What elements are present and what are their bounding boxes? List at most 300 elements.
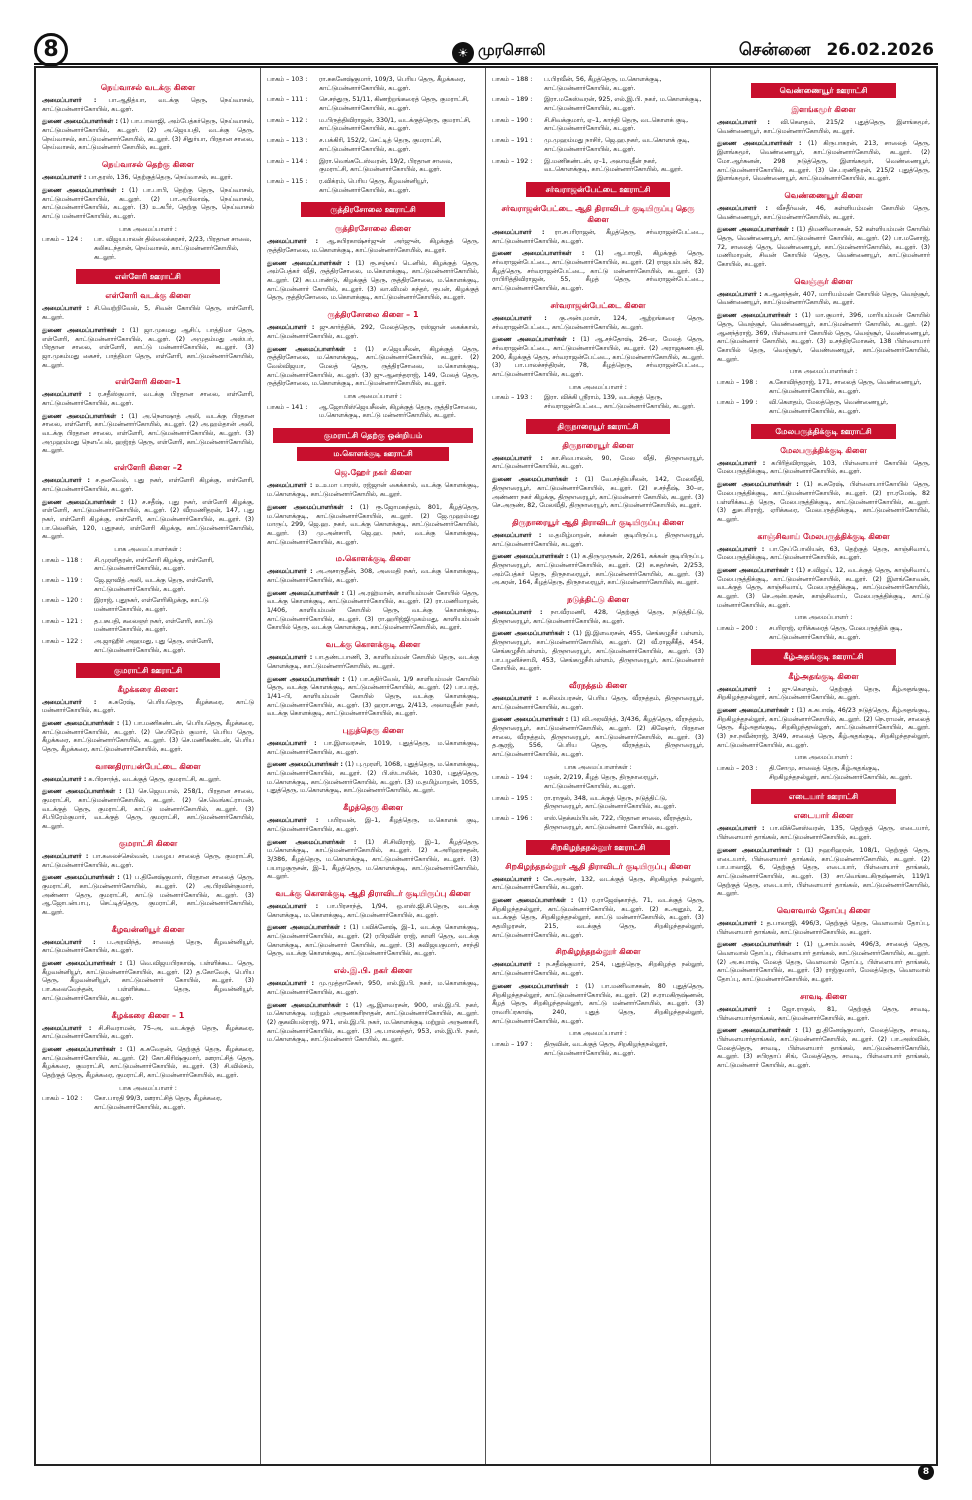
booth-number: பாகம் – 191 : <box>492 137 533 145</box>
branch-heading: சர்வராஜன்பேட்டை ஆதி திராவிடர் குடியிருப்பு தெரு கிளை <box>501 203 695 224</box>
branch-heading: ருத்திரசோலை கிளை <box>335 224 411 234</box>
organiser-entry <box>42 477 254 494</box>
role-label: துணை அமைப்பாளர்கள் : <box>492 716 569 724</box>
separator-colon: : <box>303 137 308 145</box>
role-label: அமைப்பாளர் : <box>267 739 317 747</box>
role-label: அமைப்பாளர் : <box>717 545 765 553</box>
booth-organiser-detail: ம.பிருத்திவிராஜன், 330/1, வடக்குத்தெரு, குமராட்சி, காட்டுமன்னார்கோயில், கடலூர். <box>319 116 471 133</box>
organiser-entry <box>42 788 254 831</box>
booth-number: பாகம் – 189 : <box>492 96 533 104</box>
separator-colon: : <box>78 1095 83 1103</box>
role-label: அமைப்பாளர் : <box>717 204 768 212</box>
role-label: அமைப்பாளர் : <box>267 238 318 246</box>
booth-number: பாகம் – 141 : <box>267 403 308 411</box>
branch-heading: வடக்கு கொளக்குடி கிளை <box>325 640 421 650</box>
panchayat-banner: மேலபருத்திக்குடி ஊராட்சி <box>751 424 896 439</box>
content-frame <box>34 66 938 1466</box>
organiser-detail: உ.உமா பாரஸ், ரஜ்ஜான் கைக்கால், வடக்கு கொளக்குடி, ம.கொளக்குடி, காட்டுமன்னார்கோயில், கடலூர். <box>267 482 479 499</box>
organiser-entry <box>492 455 704 472</box>
role-label: அமைப்பாளர் : <box>492 694 539 702</box>
organiser-detail: வீசதீர்வன், 46, கள்ளியம்மன் கோயில் தெரு, வெண்ணையூர், காட்டுமன்னார்கோயில், கடலூர். <box>717 204 930 221</box>
branch-heading: வானதிராயன்பேட்டை கிளை <box>95 761 201 771</box>
organiser-detail: பா.ஆதித்யா, வடக்கு தெரு, நெய்வாசல், காட்டுமன்னார்கோயில், கடலூர். <box>42 97 254 113</box>
role-label: துணை அமைப்பாளர்கள் : <box>42 326 125 334</box>
organiser-detail: (1) ஆ.இளவரசன், 900, எல்.இ.பி. நகர், ம.கொளக்குடி மற்றும் அருணகரிநாதன், காட்டுமன்னார்கோயில், கடலூர். (2) குகவியல்ராஜ், 971, எல்.இ.பி. நகர், ம.கொளக்குடி மற்றும் அருணகரி, காட்டுமன்னார்கோயில், கடலூர். (3) அ.பாலசுந்தர், 953, எல்.இ.பி. நகர், ம.கொளக்குடி, காட்டுமன்னார் கோயில், கடலூர். <box>267 1001 479 1044</box>
branch-heading: குமராட்சி கிளை <box>118 838 178 848</box>
role-label: துணை அமைப்பாளர்கள் : <box>492 553 569 561</box>
separator-colon: : <box>303 177 308 185</box>
organiser-detail: பயிரவன், இ–1, கீழத்தெரு, ம.கொளக் குடி, காட்டுமன்னார்கோயில், கடலூர். <box>267 817 479 833</box>
booth-number: பாகம் – 198 : <box>717 378 758 386</box>
branch-heading: எள்ளேரி கிளை–1 <box>115 377 181 387</box>
organiser-entry <box>42 499 254 542</box>
panchayat-banner: சர்வராஜன்பேட்டை ஊராட்சி <box>526 182 670 197</box>
organiser-detail: க.ஆனந்தன், 407, மாரியம்மன் கோயில் தெரு, வெஞ்சூர், வெண்ணையூர், காட்டுமன்னார்கோயில், கடலூர். <box>717 290 930 307</box>
organiser-detail: (1) வே.சந்தியசீலன், 142, மேலவீதி, திருநாரையூர், காட்டுமன்னார்கோயில், கடலூர். (2) ச.சந்தீஷ், 30–எ, அண்ணா நகர் கிழக்கு, திருநாரையூர், காட்டுமன்னார் கோயில், கடலூர். (3) செ.அருண், 82, மேலவீதி, திருநாரையூர், காட்டுமன்னார்கோயில், கடலூர். <box>492 476 704 510</box>
organiser-entry <box>492 897 704 940</box>
branch-heading: திருநாரையூர் ஆதி திராவிடர் குடியிருப்பு கிளை <box>512 517 684 527</box>
role-label: துணை அமைப்பாளர்கள் : <box>717 226 794 234</box>
role-label: அமைப்பாளர் : <box>42 174 87 182</box>
organiser-detail: ஆ.சுபிரகாஷ்சர்ஜுன் அர்ஜுன், கிழக்குத் தெரு, ருத்திரசோலை, ம.கொளக்குடி, காட்டுமன்னார்கோயில், கடலூர். <box>267 238 479 254</box>
role-label: துணை அமைப்பாளர்கள் : <box>267 924 346 932</box>
booth-number: பாகம் – 102 : <box>42 1095 83 1103</box>
role-label: அமைப்பாளர் : <box>42 391 92 399</box>
organiser-entry <box>717 686 930 703</box>
organiser-entry <box>267 568 479 585</box>
role-label: துணை அமைப்பாளர்கள் : <box>267 1001 349 1009</box>
column-3 <box>486 68 711 1464</box>
organiser-detail: கே.அருண், 132, வடக்குத் தெரு, சிறகிழந்த நல்லூர், காட்டுமன்னார்கோயில், கடலூர். <box>492 875 704 892</box>
separator-colon: : <box>78 236 83 244</box>
role-label: அமைப்பாளர் : <box>267 324 315 332</box>
role-label: துணை அமைப்பாளர்கள் : <box>717 846 800 854</box>
role-label: துணை அமைப்பாளர்கள் : <box>492 630 570 638</box>
booth-organiser-label: பாக அமைப்பாளர் : <box>794 614 853 622</box>
organiser-entry <box>717 847 930 899</box>
role-label: துணை அமைப்பாளர்கள் : <box>492 476 578 484</box>
booth-number: பாகம் – 193 : <box>492 394 533 402</box>
role-label: துணை அமைப்பாளர்கள் : <box>42 1045 123 1053</box>
booth-row <box>717 379 930 396</box>
organiser-entry <box>717 312 930 364</box>
booth-row <box>492 795 704 812</box>
role-label: துணை அமைப்பாளர்கள் : <box>717 1027 798 1035</box>
role-label: துணை அமைப்பாளர்கள் : <box>492 336 575 344</box>
role-label: அமைப்பாளர் : <box>42 97 97 105</box>
organiser-detail: கா.சிவபாலன், 90, மேல வீதி, திருநாரையூர், காட்டுமன்னார்கோயில், கடலூர். <box>492 454 704 471</box>
organiser-entry <box>492 315 704 332</box>
header-rule <box>34 63 938 65</box>
organiser-entry <box>267 980 479 997</box>
role-label: துணை அமைப்பாளர்கள் : <box>42 498 124 506</box>
organiser-detail: கு.அன்புமாள், 124, ஆற்றங்கரை தெரு, சர்வராஜன்பேட்டை, காட்டுமன்னார்கோயில், கடலூர். <box>492 314 704 331</box>
booth-number: பாகம் – 115 : <box>267 177 308 185</box>
role-label: அமைப்பாளர் : <box>717 825 765 833</box>
separator-colon: : <box>753 378 758 386</box>
organiser-detail: (1) ஆ.பாரதி, கிழக்குத் தெரு, சர்வராஜன்பேட்டை, காட்டுமன்னார்கோயில், கடலூர். (2) ராஜயம்பன், 82, கீழத்தெரு, சர்வராஜன்பேட்டை, காட்டு மன்னார்கோயில், கடலூர். (3) ராபிரித்திவிராஜன், 55, கீழத் தெரு, சர்வராஜன்பேட்டை, காட்டுமன்னார்கோயில், கடலூர். <box>492 250 704 293</box>
role-label: துணை அமைப்பாளர்கள் : <box>42 118 118 126</box>
role-label: அமைப்பாளர் : <box>717 119 770 127</box>
organiser-detail: ம.தமிழ்மாறன், கக்கன் குடியிருப்பு, திருநாரையூர், காட்டுமன்னார்கோயில், கடலூர். <box>492 531 704 548</box>
organiser-entry <box>267 482 479 499</box>
organiser-detail: ச.தனவேல், புது நகர், எள்ளேரி கிழக்கு, எள்ளேரி, காட்டுமன்னார்கோயில், கடலூர். <box>42 477 254 493</box>
branch-heading: எடையார் கிளை <box>793 811 854 821</box>
booth-row <box>492 117 704 134</box>
separator-colon: : <box>78 638 83 646</box>
panchayat-banner: திருநாரையூர் ஊராட்சி <box>526 419 670 434</box>
booth-organiser-detail: க.கோவிந்தராஜ், 171, சாலைத் தெரு, வெண்ணையூர், காட்டுமன்னார்கோயில், கடலூர். <box>769 378 922 395</box>
separator-colon: : <box>528 76 533 83</box>
organiser-entry <box>42 118 254 153</box>
booth-organiser-label: பாக அமைப்பாளர் : <box>569 383 627 391</box>
branch-heading: கீழக்கரை கிளை: <box>117 684 179 694</box>
organiser-detail: (1) ர.ராஜேஷ்காந்த், 71, வடக்குத் தெரு, சிறகிழந்தநல்லூர், காட்டுமன்னார்கோயில், கடலூர். (2) க.அனும், 2, வடக்குத் தெரு, சிறகிழந்தநல்லூர், காட்டு மன்னார்கோயில், கடலூர். (3) சுதமிழரசன், 215, வடக்குத் தெரு, சிறகிழந்தநல்லூர், காட்டுமன்னார்கோயில், கடலூர். <box>492 896 704 939</box>
booth-organiser-detail: எஸ்.தெக்கம்பியன், 722, பிரதான சாலை, வீரநத்தம், திருநாரையூர், காட்டுமன்னார் கோயில், கடலூர். <box>544 815 693 831</box>
organiser-detail: ப.அரவிந்த், சாலைத் தெரு, கீழவன்னியூர், காட்டுமன்னார்கோயில், கடலூர். <box>42 938 254 955</box>
organiser-detail: அ.அசாருதீன், 308, அமைதி நகர், வடக்கு கொளக்குடி, காட்டுமன்னார்கோயில், கடலூர். <box>267 568 479 584</box>
booth-row <box>42 236 254 262</box>
booth-row <box>492 96 704 113</box>
organiser-entry <box>717 920 930 937</box>
branch-heading: இளங்கமூர் கிளை <box>791 105 856 115</box>
booth-organiser-label: பாக அமைப்பாளர்கள் : <box>114 545 182 553</box>
booth-row <box>717 765 930 782</box>
role-label: துணை அமைப்பாளர்கள் : <box>267 503 353 511</box>
organiser-entry <box>267 504 479 547</box>
footer-page-number: 8 <box>918 1464 934 1480</box>
role-label: துணை அமைப்பாளர்கள் : <box>267 259 350 267</box>
separator-colon: : <box>303 76 308 83</box>
separator-colon: : <box>528 96 533 104</box>
booth-number: பாகம் – 199 : <box>717 399 758 407</box>
separator-colon: : <box>78 617 83 625</box>
branch-heading: எள்ளேரி கிளை –2 <box>113 463 183 473</box>
organiser-detail: (1) சி.சிவிராஜ், இ–1, கீழத்தெரு, ம.கொளக்குடி, காட்டுமன்னார்கோயில், கடலூர். (2) க.அரிஹரசுதன், 3/386, கீழத்தெரு, ம.கொளக்குடி, காட்டுமன்னார்கோயில், கடலூர். (3) பயாழகுருசன், இ–1, கீழத்தெரு, ம.கொளக்குடி, காட்டுமன்னார்கோயில், கடலூர். <box>267 838 479 881</box>
role-label: அமைப்பாளர் : <box>717 920 763 927</box>
booth-organiser-detail: செ.சந்துரு, 51/11, கிணற்றங்கரைத் தெரு, குமராட்சி, காட்டுமன்னார்கோயில், கடலூர். <box>319 96 469 113</box>
organiser-entry <box>267 654 479 671</box>
booth-organiser-detail: சி.முரளிதரன், எள்ளேரி கிழக்கு, எள்ளேரி, காட்டுமன்னார்கோயில், கடலூர். <box>94 556 214 573</box>
branch-heading: எள்ளேரி வடக்கு கிளை <box>105 291 191 301</box>
organiser-entry <box>492 716 704 759</box>
booth-organiser-detail: மதன், 2/219, கீழத் தெரு, திருநாரையூர், காட்டுமன்னார்கோயில், கடலூர். <box>544 774 659 791</box>
booth-number: பாகம் – 118 : <box>42 556 83 564</box>
branch-heading: சிறகிழந்தநல்லூர் ஆதி திராவிடர் குடியிருப்பு கிளை <box>505 861 691 871</box>
booth-number: பாகம் – 195 : <box>492 794 533 802</box>
separator-colon: : <box>528 815 533 823</box>
panchayat-banner: குமராட்சி ஊராட்சி <box>76 663 220 678</box>
booth-organiser-label: பாக அமைப்பாளர்கள் : <box>564 763 632 771</box>
organiser-entry <box>267 324 479 341</box>
branch-heading: மேலபருத்திக்குடி கிளை <box>780 445 867 455</box>
organiser-detail: (1) பா.பாபி, தெற்கு தெரு, நெய்வாசல், காட்டுமன்னார்கோயில், கடலூர். (2) பா.அபிலாஷ், நெய்வாசல், காட்டுமன்னார்கோயில், கடலூர். (3) உ.கபீர், தெற்கு தெரு, நெய்வாசல் காட்டு மன்னார்கோயில், கடலூர். <box>42 186 254 220</box>
organiser-entry <box>267 839 479 882</box>
organiser-detail: (1) திமணிவாசகன், 52 கள்ளியம்மன் கோயில் தெரு, வெண்ணையூர், காட்டுமன்னார் கோயில், கடலூர். (2) பா.மனோஜ், 72, சாலைத் தெரு, வெண்ணையூர், காட்டுமன்னார்கோயில், கடலூர். (3) மணிமாறன், சிவன் கோயில் தெரு, வெண்ணையூர், காட்டுமன்னார் கோயில், கடலூர். <box>717 226 930 269</box>
organiser-entry <box>717 1027 930 1070</box>
organiser-detail: பா.தரஸ், 136, தெற்குத்தெரு, நெய்வாசல், கடலூர். <box>88 174 233 182</box>
organiser-detail: க.சிலம்பரசன், பெரிய தெரு, வீரநத்தம், திருநாரையூர், காட்டுமன்னார்கோயில், கடலூர். <box>492 694 704 711</box>
booth-number: பாகம் – 190 : <box>492 116 533 124</box>
organiser-entry <box>492 336 704 379</box>
booth-organiser-detail: ர.விக்ரம், பெரிய தெரு, கீழவன்னியூர், காட்டுமன்னார்கோயில், கடலூர். <box>319 177 429 194</box>
role-label: துணை அமைப்பாளர்கள் : <box>717 312 798 320</box>
branch-heading: வடக்கு கொளக்குடி ஆதி திராவிடர் குடியிருப்பு கிளை <box>275 888 471 898</box>
branch-heading: புதுத்தெரு கிளை <box>342 725 404 735</box>
organiser-entry <box>267 817 479 834</box>
organiser-entry <box>717 567 930 610</box>
booth-organiser-detail: ஜே.ஜாவித் அலி, வடக்கு தெரு, எள்ளேரி, காட்டுமன்னார்கோயில், கடலூர். <box>94 577 214 593</box>
booth-organiser-detail: திருவின், வடக்குத் தெரு, சிறகிழந்தநல்லூர், காட்டுமன்னார்கோயில், கடலூர். <box>544 1040 668 1057</box>
organiser-entry <box>42 776 254 785</box>
booth-row <box>492 774 704 791</box>
organiser-entry <box>267 238 479 255</box>
organiser-entry <box>492 532 704 549</box>
role-label: துணை அமைப்பாளர்கள் : <box>42 960 123 968</box>
organiser-entry <box>267 903 479 920</box>
branch-heading: வெளவால் தோப்பு கிளை <box>776 905 871 915</box>
organiser-entry <box>42 960 254 1003</box>
organiser-detail: (1) நஹரிஹரன், 108/1, தெற்குத் தெரு, எடையார், பிள்ளையார் தாங்கல், காட்டுமன்னார்கோயில், கடலூர். (2) பா.பாலாஜி, 6, தெற்குத் தெரு, எடையார், பிள்ளையார் தாங்கல், காட்டுமன்னார்கோயில், கடலூர். (3) சா.வெங்கடகிருஷ்ணன், 119/1 தெற்குத் தெரு, எடையார், பிள்ளையார் தாங்கல், காட்டுமன்னார்கோயில், கடலூர். <box>717 846 930 898</box>
booth-row <box>492 158 704 175</box>
organiser-detail: (1) வி.அரவிந்த், 3/436, கீழத்தெரு, வீரநத்தம், திருநாரையூர், காட்டுமன்னார்கோயில், கடலூர். (2) கிஷோர், பிரதான சாலை, வீரநத்தம், திருநாரையூர், காட்டுமன்னார்கோயில், கடலூர். (3) த.சூரஜ், 556, பெரிய தெரு, வீரநத்தம், திருநாரையூர், காட்டுமன்னார்கோயில், கடலூர். <box>492 716 704 759</box>
booth-row <box>717 625 930 642</box>
booth-organiser-detail: ரா.சுகனேஷ்குமார், 109/3, பெரிய தெரு, கீழக்கரை, காட்டுமன்னார்கோயில், கடலூர். <box>319 76 466 92</box>
booth-number: பாகம் – 111 : <box>267 96 308 104</box>
organiser-detail: (1) க.சுவேதன், தெற்குத் தெரு, கீழக்கரை, காட்டுமன்னார்கோயில், கடலூர். (2) கோ.கிரிஷ்குமார், ஊராட்சித் தெரு, கீழக்கரை, குமராட்சி, காட்டுமன்னார்கோயில், கடலூர். (3) சி.வில்சம், தெற்குத் தெரு, கீழக்கரை, குமராட்சி, காட்டுமன்னார்கோயில், கடலூர். <box>42 1045 254 1079</box>
organiser-detail: வி.கௌதம், 215/2 புதுத்தெரு, இளங்கமூர், வெண்ணையூர், காட்டுமன்னார்கோயில், கடலூர். <box>717 119 930 135</box>
organiser-entry <box>492 476 704 511</box>
branch-heading: கீழத்தெரு கிளை <box>343 803 403 813</box>
booth-organiser-label: பாக அமைப்பாளர் : <box>794 754 853 762</box>
role-label: அமைப்பாளர் : <box>267 980 315 988</box>
role-label: துணை அமைப்பாளர்கள் : <box>492 250 585 258</box>
separator-colon: : <box>528 394 533 402</box>
organiser-entry <box>492 229 704 246</box>
organiser-entry <box>492 250 704 293</box>
organiser-detail: (1) பா.மணிகண்டன், பெரியதெரு, கீழக்கரை, காட்டுமன்னார்கோயில், கடலூர். (2) செ.பிரேம் குமார், பெரிய தெரு, கீழக்கரை, காட்டுமன்னார்கோயில், கடலூர். (3) செ.மணிகண்டன், பெரிய தெரு, கீழக்கரை, காட்டுமன்னார்கோயில், கடலூர். <box>42 719 254 753</box>
organiser-entry <box>42 939 254 956</box>
booth-organiser-label: பாக அமைப்பாளர் : <box>344 392 402 400</box>
booth-number: பாகம் – 112 : <box>267 116 308 124</box>
union-banner: குமராட்சி தெற்கு ஒன்றியம் <box>273 428 473 443</box>
publication-name: முரசொலி <box>478 41 546 59</box>
organiser-detail: நா.வீரமணி, 428, தெற்குத் தெரு, நடுத்திட்டு, திருநாரையூர், காட்டுமன்னார்கோயில், கடலூர். <box>492 609 704 625</box>
role-label: அமைப்பாளர் : <box>267 482 313 490</box>
organiser-entry <box>717 707 930 750</box>
booth-organiser-detail: அ.ஜாஹிர் அஹமது, புது தெரு, எள்ளேரி, காட்டுமன்னார்கோயில், கடலூர். <box>94 638 214 654</box>
role-label: அமைப்பாளர் : <box>42 938 96 946</box>
booth-number: பாகம் – 194 : <box>492 774 533 782</box>
branch-heading: காஞ்சிவாய் மேலபருத்திக்குடி கிளை <box>757 531 890 541</box>
role-label: துணை அமைப்பாளர்கள் : <box>717 941 799 949</box>
booth-organiser-label: பாக அமைப்பாளர் : <box>119 1084 177 1092</box>
role-label: அமைப்பாளர் : <box>717 459 766 467</box>
separator-colon: : <box>753 399 758 407</box>
booth-number: பாகம் – 113 : <box>267 137 308 145</box>
organiser-entry <box>492 553 704 588</box>
panchayat-banner: கீழ்அதங்குடி ஊராட்சி <box>751 649 896 664</box>
column-4 <box>711 68 936 1464</box>
role-label: துணை அமைப்பாளர்கள் : <box>717 481 799 489</box>
separator-colon: : <box>78 556 83 564</box>
role-label: அமைப்பாளர் : <box>492 609 543 617</box>
booth-row <box>492 1041 704 1058</box>
booth-number: பாகம் – 120 : <box>42 597 83 605</box>
organiser-entry <box>267 924 479 959</box>
column-1 <box>36 68 261 1464</box>
organiser-entry <box>42 187 254 222</box>
branch-heading: கீழக்கரை கிளை – 1 <box>111 1010 185 1020</box>
booth-number: பாகம் – 188 : <box>492 76 533 83</box>
organiser-detail: சி.சிவராமன், 75–அ, வடக்குத் தெரு, கீழக்கரை, காட்டுமன்னார்கோயில், கடலூர். <box>42 1024 254 1041</box>
role-label: அமைப்பாளர் : <box>42 477 90 485</box>
organiser-entry <box>717 140 930 183</box>
organiser-detail: (1) ச.விஜய், 12, வடக்குத் தெரு, காஞ்சிவாய், மேலபருத்திக்குடி, காட்டுமன்னார்கோயில், கடலூர். (2) இளங்கோவன், வடக்குத் தெரு, காஞ்சிவாய், மேலபருத்திக்குடி, காட்டுமன்னார்கோயில், கடலூர். (3) செ.அன்பரசன், காஞ்சிவாய், மேலபருத்திக்குடி, காட்டு மன்னார்கோயில், கடலூர். <box>717 566 930 609</box>
booth-row <box>267 178 479 195</box>
role-label: துணை அமைப்பாளர்கள் : <box>42 788 122 796</box>
role-label: அமைப்பாளர் : <box>717 290 762 298</box>
separator-colon: : <box>303 96 308 104</box>
organiser-entry <box>42 305 254 322</box>
organiser-detail: (1) க.சுபாஷ், 46/23 நடுத்தெரு, கீழ்அதங்குடி, சிறகிழந்தநல்லூர், காட்டுமன்னார்கோயில், கடலூர். (2) நெ.ராமன், சாலைத் தெரு, கீழ்அதங்குடி, சிறகிழந்தநல்லூர், காட்டுமன்னார்கோயில், கடலூர். (3) நா.நவீன்ராஜ், 3/49, சாலைத் தெரு, கீழ்அதங்குடி, சிறகிழந்தநல்லூர், காட்டுமன்னார்கோயில், கடலூர். <box>717 706 930 749</box>
organiser-entry <box>267 346 479 389</box>
organiser-entry <box>492 695 704 712</box>
branch-heading: எல்.இ.பி. நகர் கிளை <box>333 966 413 976</box>
organiser-detail: பா.தண்டபாணி, 3, காளியம்மன் கோயில் தெரு, வடக்கு கொளக்குடி, காட்டுமன்னார்கோயில், கடலூர். <box>267 654 479 670</box>
role-label: துணை அமைப்பாளர்கள் : <box>267 761 343 769</box>
page-number-badge: 8 <box>34 33 68 67</box>
organiser-detail: பா.விக்னேஸ்வரன், 135, தெற்குத் தெரு, எடையார், பிள்ளையார் தாங்கல், காட்டுமன்னார்கோயில், கடலூர். <box>717 825 930 842</box>
organiser-detail: (1) கிருபாகரன், 213, சாலைத் தெரு, இளங்கமூர், வெண்ணையூர், காட்டுமன்னார்கோயில், கடலூர். (2) மோ.ஆர்சுனன், 298 நடுத்தெரு, இளங்கமூர், வெண்ணையூர், காட்டுமன்னார்கோயில், கடலூர். (3) செ.பரணிதரன், 215/2 புதுத்தெரு, இளங்கமூர், வெண்ணையூர், காட்டுமன்னார்கோயில், கடலூர். <box>717 140 930 183</box>
role-label: துணை அமைப்பாளர்கள் : <box>267 838 357 846</box>
booth-number: பாகம் – 124 : <box>42 236 83 244</box>
organiser-detail: (1) மா.குமார், 396, மாரியம்மன் கோயில் தெரு, வெஞ்சூர், வெண்ணையூர், காட்டுமன்னார் கோயில், கடலூர். (2) ஆனந்த்ராஜ், 369, பிள்ளையார் கோயில் தெரு, வெஞ்சூர், வெண்ணையூர், காட்டுமன்னார் கோயில், கடலூர். (3) உசந்திரமோகன், 138 பிள்ளையார் கோயில் தெரு, வெஞ்சூர், வெண்ணையூர், காட்டுமன்னார்கோயில், கடலூர். <box>717 312 930 363</box>
role-label: அமைப்பாளர் : <box>492 531 542 539</box>
panchayat-banner: வெண்ணையூர் ஊராட்சி <box>751 83 896 98</box>
booth-row <box>42 1095 254 1112</box>
organiser-detail: (1) அ.நௌஷாத் அலி, வடக்கு பிரதான சாலை, எள்ளேரி, காட்டுமன்னார்கோயில், கடலூர். (2) அ.ஹம்தான் அலி, வடக்கு பிரதான சாலை, எள்ளேரி, காட்டுமன்னார்கோயில், கடலூர். (3) அமுஹம்மது நௌஃபல், ஹஜ்ரத் தெரு, எள்ளேரி, காட்டுமன்னார்கோயில், கடலூர். <box>42 412 254 455</box>
organiser-detail: (1) பா.கதிர்வேல், 1/9 காளியம்மன் கோயில் தெரு, வடக்கு கொளக்குடி, காட்டுமன்னார்கோயில், கடலூர். (2) பா.பரத், 1/41–பி, காளியம்மன் கோயில் தெரு, வடக்கு கொளக்குடி, காட்டுமன்னார்கோயில், கடலூர். (3) ஹரா.சாது, 2/413, அலாவுதீன் நகர், வடக்கு கொளக்குடி, காட்டுமன்னார்கோயில், கடலூர். <box>267 675 479 718</box>
separator-colon: : <box>78 597 83 605</box>
organiser-detail: (1) ரூ.ஜோமகந்தம், 801, கீழத்தெரு, ம.கொளக்குடி, காட்டுமன்னார்கோயில், கடலூர். (2) ஜே.முஹம்மது மாருப், 299, ஜெ.ஹ. நகர், வடக்கு கொளக்குடி, காட்டுமன்னார்கோயில், கடலூர். (3) மு.அன்சாரி, ஜெ.ஹ. நகர், வடக்கு கொளக்குடி, காட்டுமன்னார்கோயில், கடலூர். <box>267 503 479 546</box>
booth-row <box>492 137 704 154</box>
organiser-entry <box>267 761 479 796</box>
organiser-detail: க.சுரேஷ், பெரியதெரு, கீழக்கரை, காட்டு மன்னார்கோயில், கடலூர். <box>42 698 254 715</box>
role-label: அமைப்பாளர் : <box>42 775 87 783</box>
organiser-entry <box>717 1006 930 1023</box>
organiser-entry <box>492 961 704 978</box>
role-label: அமைப்பாளர் : <box>492 314 547 322</box>
role-label: அமைப்பாளர் : <box>42 305 90 313</box>
booth-row <box>42 557 254 574</box>
branch-heading: ருத்திரசோலை கிளை – 1 <box>327 310 419 320</box>
organiser-entry <box>42 327 254 370</box>
branch-heading: நெய்வாசல் தெற்கு கிளை <box>102 160 194 170</box>
organiser-entry <box>42 174 254 183</box>
booth-organiser-detail: ச.பக்கிரி, 152/2, செட்டித் தெரு, குமராட்சி, காட்டுமன்னார்கோயில், கடலூர். <box>319 137 442 153</box>
separator-colon: : <box>528 157 533 165</box>
organiser-entry <box>267 676 479 719</box>
booth-organiser-label: பாக அமைப்பாளர் : <box>119 225 177 233</box>
organiser-entry <box>42 720 254 755</box>
role-label: துணை அமைப்பாளர்கள் : <box>267 675 345 683</box>
booth-row <box>492 394 704 411</box>
organiser-detail: (1) பூ.சாம்பவன், 496/3, சாலைத் தெரு, வெளவால் தோப்பு, பிள்ளையார் தாங்கல், காட்டுமன்னார்கோயில், கடலூர். (2) அ.சுபாஷ், மேலத் தெரு, வெளவால் தோப்பு, பிள்ளையார் தாங்கல், காட்டுமன்னார்கோயில், கடலூர். (3) ராஜ்குமார், மேலத்தெரு, வெளவால் தோப்பு, காட்டுமன்னார்கோயில், கடலூர். <box>717 941 930 984</box>
role-label: அமைப்பாளர் : <box>492 875 539 883</box>
organiser-detail: (1) பவிக்னேஷ், இ–1, வடக்கு கொளக்குடி, காட்டுமன்னார்கோயில், கடலூர். (2) ரபிரவின் ராஜ், காளி தெரு, வடக்கு கொளக்குடி, காட்டுமன்னார் கோயில், கடலூர். (3) கவிஜயகுமார், சாந்தி தெரு, வடக்கு கொளக்குடி, காட்டுமன்னார்கோயில், கடலூர். <box>267 924 479 958</box>
organiser-entry <box>267 260 479 303</box>
booth-number: பாகம் – 114 : <box>267 157 308 165</box>
role-label: துணை அமைப்பாளர்கள் : <box>717 566 794 574</box>
organiser-entry <box>492 609 704 626</box>
organiser-entry <box>42 853 254 870</box>
organiser-entry <box>717 546 930 563</box>
booth-organiser-detail: இராஜ், புதுநகர், எள்ளேரிகிழக்கு, காட்டு மன்னார்கோயில், கடலூர். <box>94 597 209 614</box>
booth-organiser-label: பாக அமைப்பாளர்கள் : <box>789 368 858 376</box>
organiser-entry <box>717 291 930 308</box>
panchayat-banner: ருத்திரசோலை ஊராட்சி <box>301 202 445 217</box>
branch-heading: ம.கொளக்குடி கிளை <box>335 554 411 564</box>
booth-organiser-detail: கோ.பாரதி 99/3, ஊராட்சித் தெரு, கீழக்கரை, காட்டுமன்னார்கோயில், கடலூர். <box>94 1095 223 1112</box>
separator-colon: : <box>528 137 533 145</box>
role-label: அமைப்பாளர் : <box>42 698 97 706</box>
booth-row <box>42 638 254 655</box>
booth-number: பாகம் – 122 : <box>42 638 83 646</box>
booth-organiser-detail: இரா. விக்கி ஸ்ரீராம், 139, வடக்குத் தெரு, சர்வராஜன்பேட்டை, காட்டுமன்னார்கோயில், கடலூர். <box>544 394 696 410</box>
organiser-entry <box>42 1046 254 1081</box>
booth-number: பாகம் – 197 : <box>492 1040 533 1048</box>
booth-organiser-detail: சபரிராஜ், ஏரிக்கரைத் தெரு, மேலபருத்திக் குடி, காட்டுமன்னார்கோயில், கடலூர். <box>769 625 903 641</box>
edition-date: 26.02.2026 <box>826 40 934 60</box>
booth-row <box>267 158 479 175</box>
organiser-entry <box>267 1002 479 1045</box>
role-label: அமைப்பாளர் : <box>492 961 541 969</box>
organiser-entry <box>42 413 254 456</box>
organiser-detail: (1) அ.ரஹ்மான், காளியம்மன் கோயில் தெரு, வடக்கு கொளக்குடி, காட்டுமன்னார்கோயில், கடலூர். (2) ரா.மணிமாறன், 1/406, காளியம்மன் கோயில் தெரு, வடக்கு கொளக்குடி, காட்டுமன்னார்கோயில், கடலூர். (3) ரா.ஹரிஜ்ஜிமுகம்மது, காளியம்மன் கோயில் தெரு, வடக்கு கொளக்குடி, காட்டுமன்னார்கோயில், கடலூர். <box>267 589 479 632</box>
organiser-detail: (1) ச.சதீஷ், புது நகர், எள்ளேரி கிழக்கு, எள்ளேரி, காட்டுமன்னார்கோயில், கடலூர். (2) வீரமணிதரன், 147, புது நகர், எள்ளேரி கிழக்கு, எள்ளேரி, காட்டுமன்னார்கோயில், கடலூர். (3) பா.லெனின், 120, புதுநகர், எள்ளேரி கிழக்கு, காட்டுமன்னார்கோயில், கடலூர். <box>42 498 254 541</box>
organiser-detail: (1) ச.ஜெயசீலன், கிழக்குத் தெரு, ருத்திரசோலை, ம.கொளக்குடி, காட்டுமன்னார்கோயில், கடலூர். (2) வேல்விஜயா, மேலத் தெரு, ருத்திரசோலை, ம.கொளக்குடி, காட்டுமன்னார்கோயில், கடலூர். (3) ஜு.ஆனந்தராஜ், 149, மேலத் தெரு, ருத்திரசோலை, ம.கொளக்குடி, காட்டுமன்னார்கோயில், கடலூர். <box>267 345 479 388</box>
organiser-detail: பா.பிரசாந்த், 1/94, ஒ.எஸ்.ஜி.சி.தெரு, வடக்கு கொளக்குடி, ம.கொளக்குடி, காட்டுமன்னார்கோயில், கடலூர். <box>267 902 479 919</box>
organiser-detail: (1) வெ.விஜயபிரகாஷ், பள்ளிக்கூட தெரு, கீழவன்னியூர், காட்டுமன்னார்கோயில், கடலூர். (2) த.கோவேந், பெரிய தெரு, கீழவன்னியூர், காட்டுமன்னார் கோயில், கடலூர். (3) பா.கலைவேந்தன், பள்ளிக்கூட தெரு, கீழவன்னியூர், காட்டுமன்னார்கோயில், கடலூர். <box>42 960 254 1002</box>
branch-heading: நெய்வாசல் வடக்கு கிளை <box>100 83 196 92</box>
edition-info <box>729 40 934 62</box>
separator-colon: : <box>753 765 758 773</box>
branch-heading: நடுத்திட்டு கிளை <box>567 595 629 605</box>
organiser-entry <box>717 941 930 984</box>
organiser-detail: பா.கலைச்செல்வன், பழைய சாலைத் தெரு, குமராட்சி, காட்டுமன்னார்கோயில், கடலூர். <box>42 852 254 869</box>
role-label: அமைப்பாளர் : <box>267 654 313 662</box>
organiser-detail: த.பாலாஜி, 496/3, தெற்குத் தெரு, வெளவால் தோப்பு, பிள்ளையார் தாங்கல், காட்டுமன்னார்கோயில், கடலூர். <box>717 920 930 936</box>
edition-city: சென்னை <box>738 40 811 60</box>
booth-number: பாகம் – 121 : <box>42 617 83 625</box>
role-label: அமைப்பாளர் : <box>42 1024 92 1032</box>
organiser-detail: (1) பா.பாலாஜி, அம்பேத்கர்தெரு, நெய்வாசல், காட்டுமன்னார்கோயில், கடலூர். (2) அ.ஜெயபதி, வடக்கு தெரு, நெய்வாசல், காட்டுமன்னார்கோயில், கடலூர். (3) சிதுர்யா, பிரதான சாலை, நெய்வாசல், காட்டுமன்னார் கோயில், கடலூர். <box>42 118 254 152</box>
booth-organiser-detail: சி.சிவக்குமார், ஏ–1, காந்தி தெரு, வடகொளக் குடி, காட்டுமன்னார்கோயில், கடலூர். <box>544 116 689 133</box>
column-2 <box>261 68 486 1464</box>
booth-organiser-detail: இரா.மகேஸ்வரன், 925, எல்.இ.பி. நகர், ம.கொளக்குடி, காட்டுமன்னார்கோயில், கடலூர். <box>544 96 702 113</box>
organiser-entry <box>492 983 704 1026</box>
booth-row <box>267 117 479 134</box>
organiser-entry <box>717 205 930 222</box>
panchayat-banner: ம.கொளக்குடி ஊராட்சி <box>297 447 449 461</box>
booth-row <box>42 597 254 614</box>
organiser-entry <box>492 630 704 673</box>
organiser-detail: ந.சதீஷ்குமார், 254, புதுத்தெரு, சிறகிழந்த நல்லூர், காட்டுமன்னார்கோயில், கடலூர். <box>492 961 704 978</box>
booth-organiser-label: பாக அமைப்பாளர் : <box>569 1030 627 1038</box>
booth-organiser-detail: வி.கௌதம், மேலத்தெரு, வெண்ணையூர், காட்டுமன்னார்கோயில், கடலூர். <box>769 399 889 415</box>
booth-organiser-detail: பா. விஜயபாலன் தில்லைக்கரசர், 2/23, பிரதான சாலை, கலிகடந்தான், நெய்வாசல், காட்டுமன்னார்கோயில், கடலூர். <box>94 236 252 261</box>
